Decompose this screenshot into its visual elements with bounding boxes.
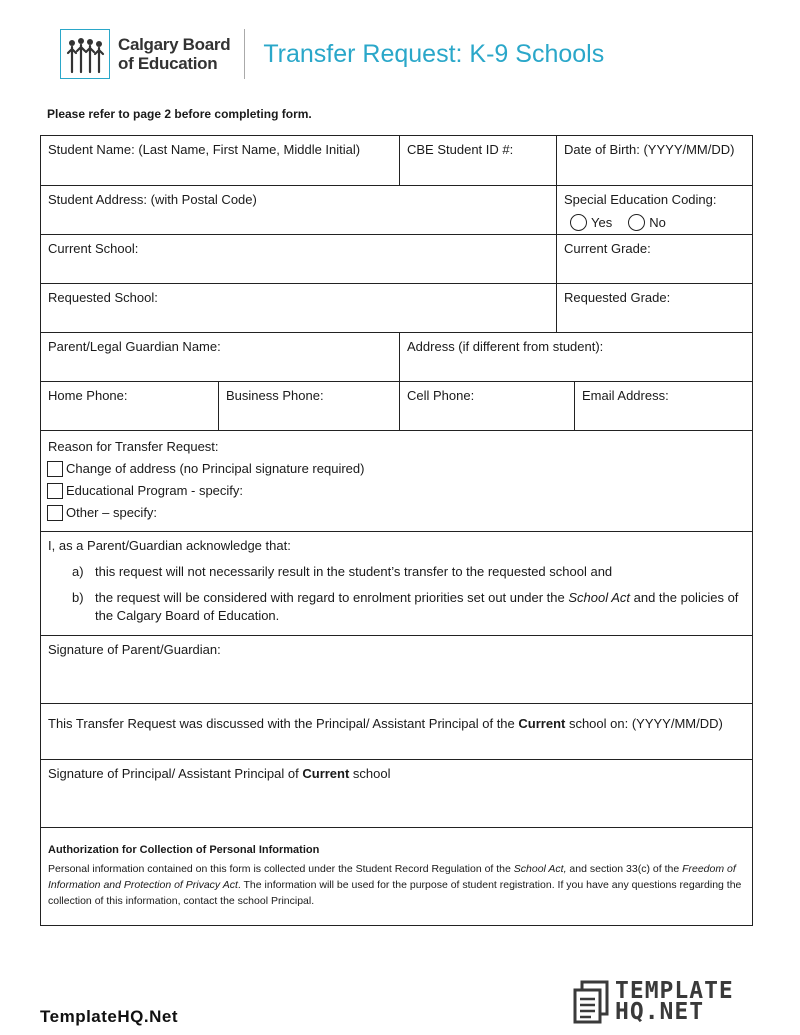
reason-row (41, 431, 752, 532)
ack-text-b (95, 589, 745, 625)
reason-label: Reason for Transfer Request: (48, 439, 219, 454)
discussed-part-1: This Transfer Request was discussed with the Principal/ Assistant Principal of the (48, 716, 519, 731)
home-phone-field[interactable] (41, 382, 219, 430)
logo-line-2: HQ.NET (615, 999, 705, 1025)
guardian-name-field[interactable] (41, 333, 400, 381)
student-address-field[interactable] (41, 186, 557, 234)
acknowledgement-list (48, 563, 745, 625)
acknowledgement-section (41, 532, 752, 635)
ack-letter-a: a) (72, 564, 84, 579)
principal-signature-part-1: Signature of Principal/ Assistant Principal of (48, 766, 303, 781)
principal-signature-field[interactable] (41, 760, 752, 827)
guardian-row (41, 333, 752, 382)
reason-option-change-address[interactable] (48, 458, 745, 480)
ack-text-a: this request will not necessarily result in the student’s transfer to the requested school and (95, 564, 613, 579)
discussed-current-bold: Current (518, 716, 566, 731)
educational-program-checkbox[interactable] (47, 483, 63, 499)
current-school-field[interactable] (41, 235, 557, 283)
ack-letter-b: b) (72, 590, 84, 605)
acknowledgement-intro: I, as a Parent/Guardian acknowledge that: (48, 538, 291, 553)
reason-option-label: Change of address (no Principal signature required) (66, 461, 365, 476)
school-act-italic: School Act (568, 590, 630, 605)
student-id-label: CBE Student ID #: (407, 142, 514, 157)
ack-b-part-2: and the policies of the Calgary Board of Education. (95, 590, 739, 623)
instruction-text: Please refer to page 2 before completing form. (47, 107, 312, 121)
cbe-logo-icon (60, 29, 110, 79)
special-education-label: Special Education Coding: (564, 192, 717, 207)
form-title: Transfer Request: K-9 Schools (263, 39, 605, 68)
org-name-line-2: of Education (118, 54, 218, 73)
discussed-part-2: school on: (YYYY/MM/DD) (565, 716, 723, 731)
auth-part-3: . The information will be used for the purpose of student registration. If you have any questions regarding the collection of this information, contact the school Principal. (48, 879, 742, 907)
email-address-field[interactable] (575, 382, 752, 430)
sped-no-label: No (649, 214, 666, 230)
header (60, 28, 604, 80)
sped-yes-label: Yes (591, 214, 613, 230)
principal-signature-part-2: school (349, 766, 391, 781)
date-of-birth-field[interactable] (557, 136, 752, 185)
requested-school-field[interactable] (41, 284, 557, 332)
cell-phone-field[interactable] (400, 382, 575, 430)
reason-option-label: Other – specify: (66, 505, 158, 520)
guardian-address-label: Address (if different from student): (407, 339, 604, 354)
home-phone-label: Home Phone: (48, 388, 128, 403)
date-of-birth-label: Date of Birth: (YYYY/MM/DD) (564, 142, 735, 157)
business-phone-label: Business Phone: (226, 388, 324, 403)
other-checkbox[interactable] (47, 505, 63, 521)
discussed-date-field[interactable] (41, 704, 752, 759)
acknowledgement-item-b (48, 589, 745, 625)
principal-current-bold: Current (302, 766, 350, 781)
org-name-line-1: Calgary Board (118, 35, 231, 54)
business-phone-field[interactable] (219, 382, 400, 430)
acknowledgement-item-a (48, 563, 745, 581)
change-address-checkbox[interactable] (47, 461, 63, 477)
templatehq-logo (573, 980, 734, 1024)
discussed-row (41, 704, 752, 760)
ack-b-part-1: the request will be considered with regard to enrolment priorities set out under the (95, 590, 569, 605)
current-school-row (41, 235, 752, 284)
authorization-title: Authorization for Collection of Personal Information (48, 844, 320, 856)
current-grade-field[interactable] (557, 235, 752, 283)
requested-school-row (41, 284, 752, 333)
special-education-options (570, 214, 745, 231)
student-name-field[interactable] (41, 136, 400, 185)
authorization-row (41, 828, 752, 925)
student-info-row (41, 136, 752, 186)
guardian-address-field[interactable] (400, 333, 752, 381)
phone-row (41, 382, 752, 431)
organization-name (118, 35, 230, 73)
address-row (41, 186, 752, 235)
sped-yes-radio[interactable] (570, 214, 587, 231)
cell-phone-label: Cell Phone: (407, 388, 475, 403)
guardian-signature-field[interactable] (41, 636, 752, 703)
guardian-signature-row (41, 636, 752, 704)
principal-signature-row (41, 760, 752, 828)
student-id-field[interactable] (400, 136, 557, 185)
reason-section (41, 431, 752, 531)
guardian-name-label: Parent/Legal Guardian Name: (48, 339, 221, 354)
transfer-request-form (40, 135, 753, 926)
authorization-text (48, 861, 745, 909)
templatehq-logo-text (615, 978, 734, 1025)
student-name-label: Student Name: (Last Name, First Name, Middle Initial) (48, 142, 361, 157)
guardian-signature-label: Signature of Parent/Guardian: (48, 642, 221, 657)
reason-option-other[interactable] (48, 502, 745, 524)
current-school-label: Current School: (48, 241, 139, 256)
auth-italic-foip-act: Freedom of Information and Protection of Privacy Act (48, 863, 736, 891)
site-name: TemplateHQ.Net (40, 1007, 178, 1026)
special-education-field (557, 186, 752, 234)
auth-italic-school-act: School Act, (513, 863, 567, 875)
auth-part-1: Personal information contained on this form is collected under the Student Record Regulation of the (48, 863, 514, 875)
email-address-label: Email Address: (582, 388, 669, 403)
requested-school-label: Requested School: (48, 290, 158, 305)
header-divider (244, 29, 245, 79)
auth-part-2: and section 33(c) of the (566, 863, 683, 875)
logo-line-1: TEMPLATE (615, 978, 734, 1004)
sped-no-radio[interactable] (628, 214, 645, 231)
reason-option-label: Educational Program - specify: (66, 483, 244, 498)
current-grade-label: Current Grade: (564, 241, 651, 256)
authorization-section (41, 828, 752, 925)
requested-grade-label: Requested Grade: (564, 290, 671, 305)
requested-grade-field[interactable] (557, 284, 752, 332)
acknowledgement-row (41, 532, 752, 636)
document-icon (573, 980, 609, 1024)
reason-option-educational-program[interactable] (48, 480, 745, 502)
student-address-label: Student Address: (with Postal Code) (48, 192, 257, 207)
